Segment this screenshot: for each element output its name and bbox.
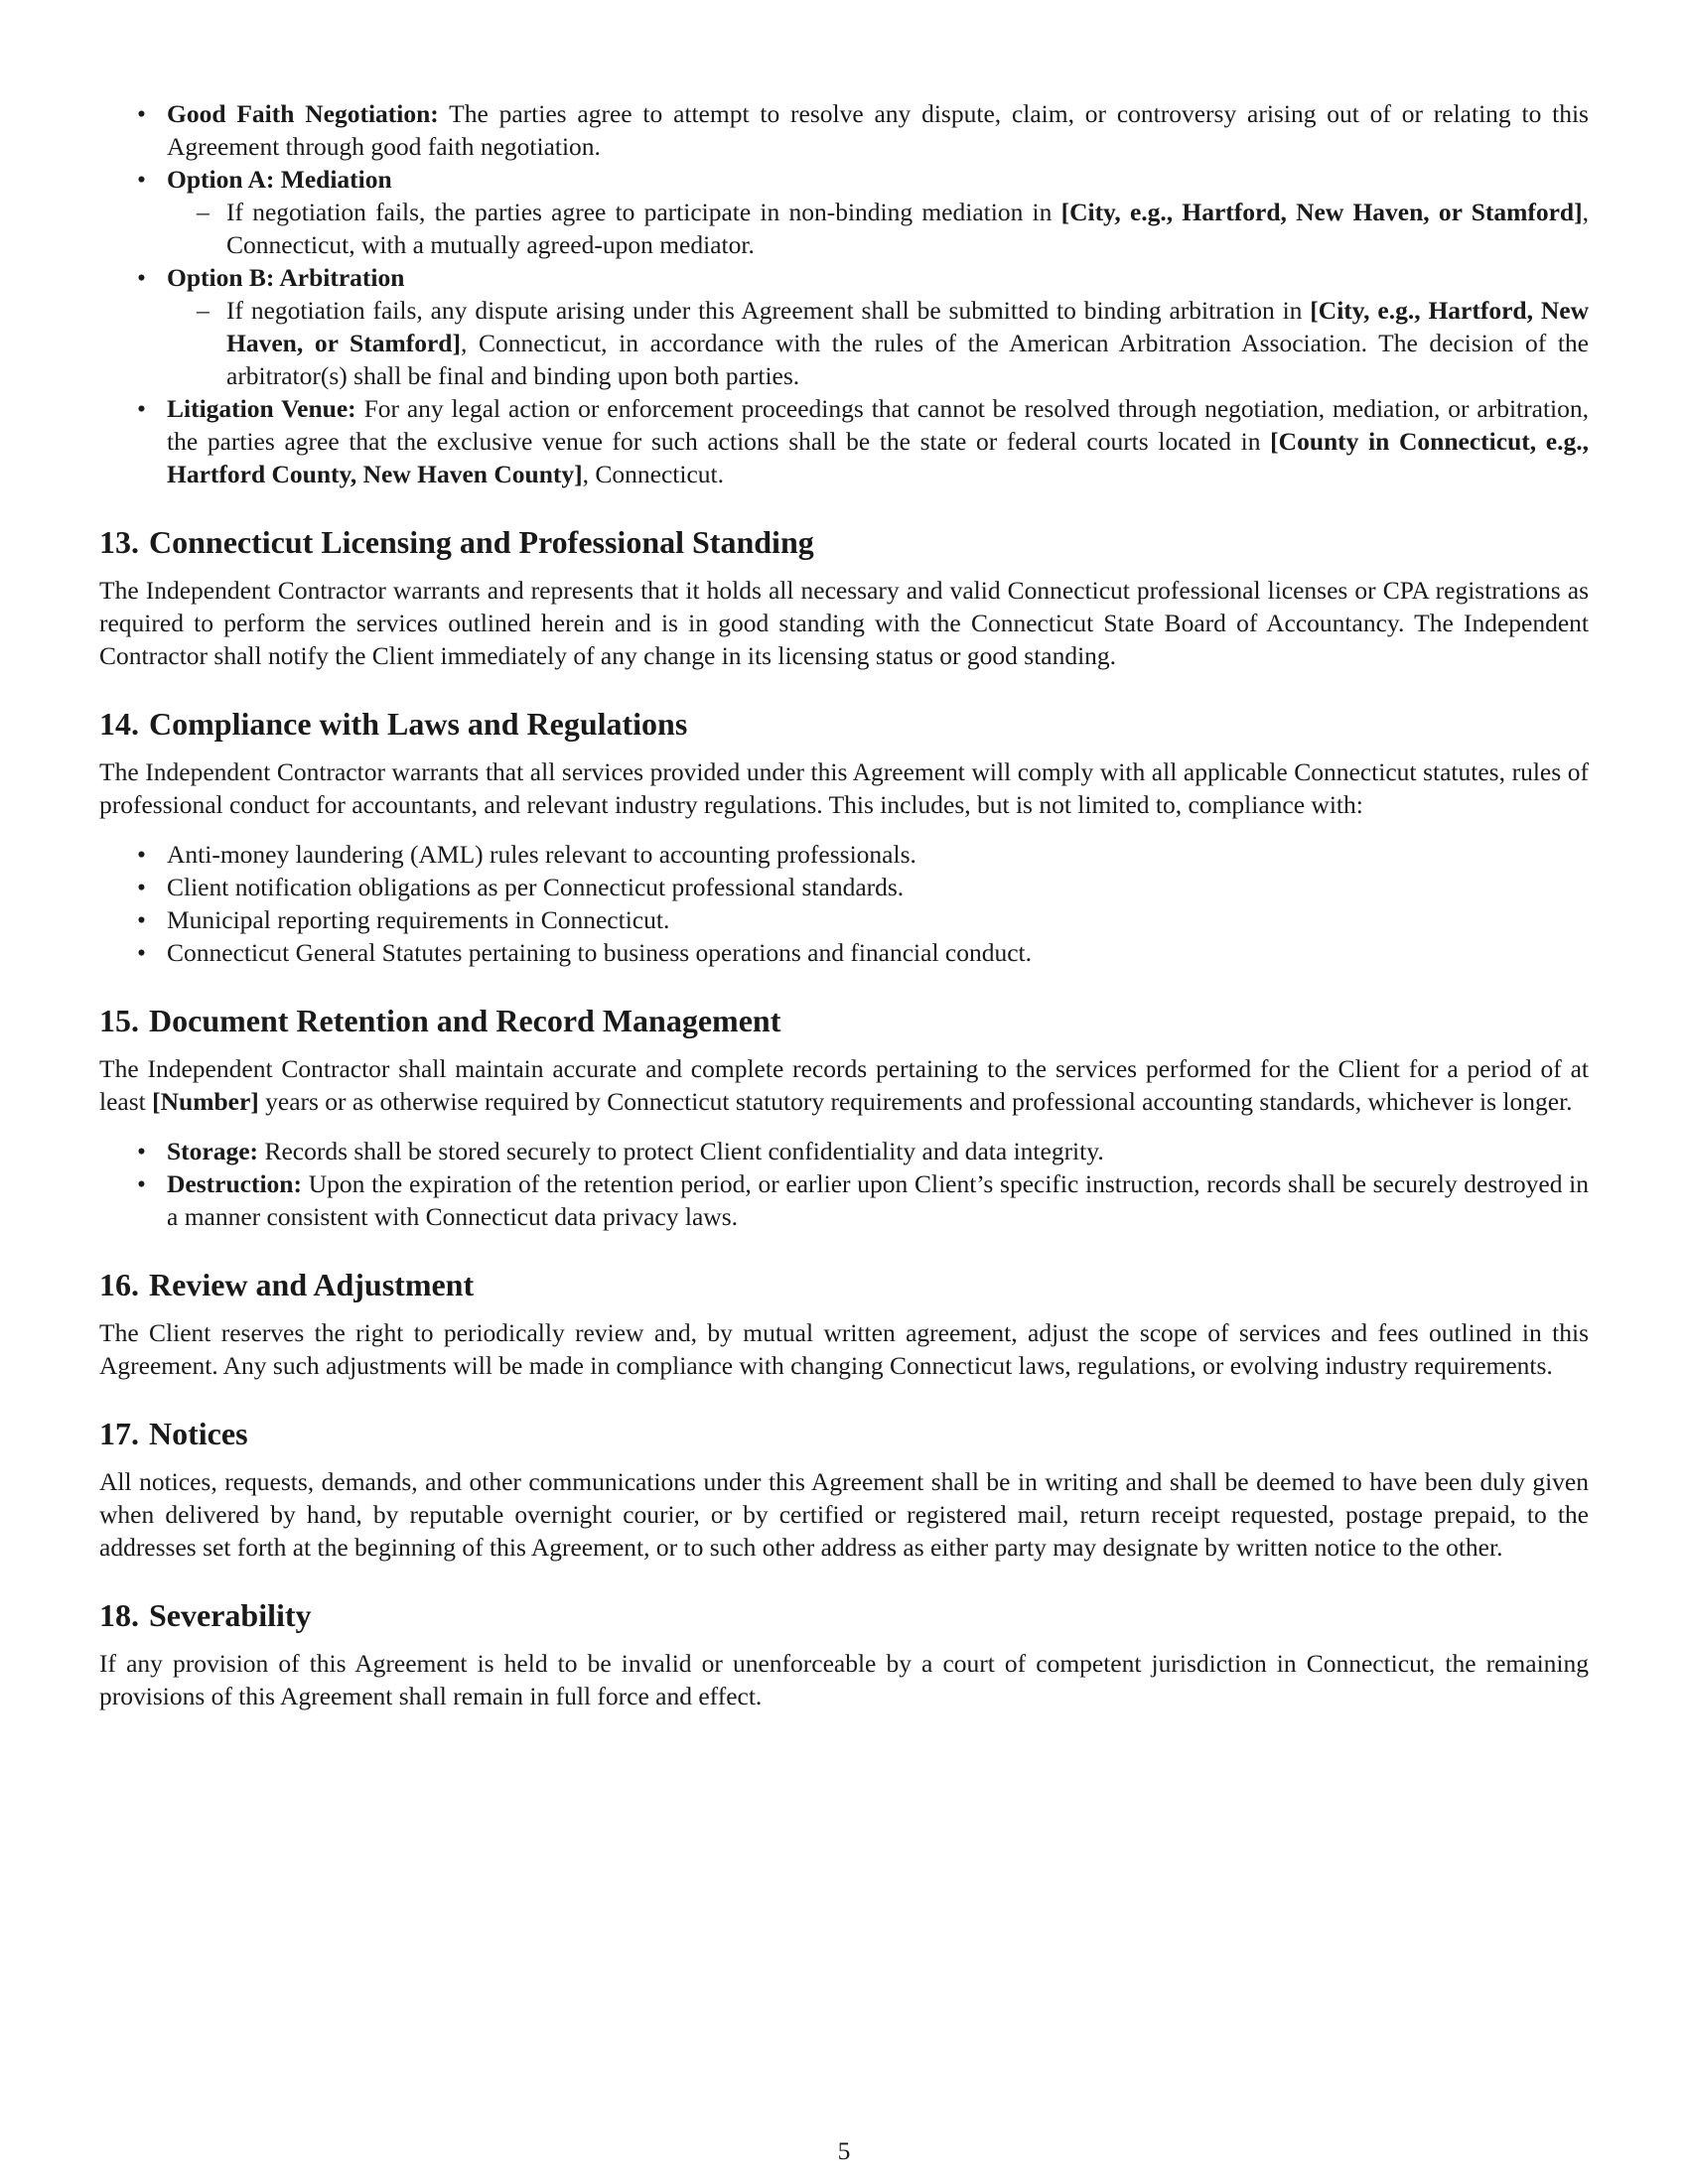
section-18-title: Severability (149, 1597, 312, 1633)
page-content (99, 97, 1589, 1712)
section-13-body: The Independent Contractor warrants and represents that it holds all necessary and valid Connecticut professional licenses or CPA registrations as required to perform the services outlined herein and is in good standing with the Connecticut State Board of Accountancy. The Independent Contractor shall notify the Client immediately of any change in its licensing status or good standing. (99, 576, 1589, 670)
option-b-label: Option B: Arbitration (167, 263, 405, 292)
section-16-title: Review and Adjustment (149, 1267, 475, 1302)
storage-label: Storage: (167, 1137, 259, 1165)
section-13-title: Connecticut Licensing and Professional Standing (149, 524, 814, 560)
option-a-text-2: , Connecticut, with a mutually agreed-upon mediator. (226, 198, 1589, 259)
option-b-text-2: , Connecticut, in accordance with the rules of the American Arbitration Association. The decision of the arbitrator(s) shall be final and binding upon both parties. (226, 329, 1590, 390)
list-item: • Anti-money laundering (AML) rules relevant to accounting professionals. (167, 838, 1589, 871)
page-number: 5 (837, 2136, 851, 2165)
option-b-sublist (167, 294, 1589, 392)
destruction-text: Upon the expiration of the retention period, or earlier upon Client’s specific instruction, records shall be securely destroyed in a manner consistent with Connecticut data privacy laws. (167, 1169, 1589, 1231)
section-18-heading (99, 1595, 1589, 1635)
option-a-text-1: If negotiation fails, the parties agree to participate in non-binding mediation in (226, 198, 1061, 226)
list-item-destruction (167, 1167, 1589, 1233)
section-14-title: Compliance with Laws and Regulations (149, 706, 688, 742)
option-b-detail (226, 294, 1589, 392)
section-14-number: 14. (99, 706, 139, 742)
storage-text: Records shall be stored securely to protect Client confidentiality and data integrity. (264, 1137, 1104, 1165)
retention-list (99, 1135, 1589, 1233)
good-faith-text: The parties agree to attempt to resolve any dispute, claim, or controversy arising out of or relating to this Agreement through good faith negotiation. (167, 99, 1589, 161)
section-16-heading (99, 1265, 1589, 1304)
section-13-number: 13. (99, 524, 139, 560)
compliance-list (99, 838, 1589, 969)
section-14-body: The Independent Contractor warrants that all services provided under this Agreement will comply with all applicable Connecticut statutes, rules of professional conduct for accountants, and relevant industry regulations. This includes, but is not limited to, compliance with: (99, 757, 1589, 819)
option-a-placeholder: [City, e.g., Hartford, New Haven, or Stamford] (1060, 198, 1583, 226)
list-item-option-b (167, 261, 1589, 392)
section-15-body (99, 1052, 1589, 1118)
section-15-body-2: years or as otherwise required by Connecticut statutory requirements and professional accounting standards, whichever is longer. (258, 1087, 1573, 1116)
section-14-heading (99, 704, 1589, 744)
good-faith-label: Good Faith Negotiation: (167, 99, 439, 128)
list-item-storage (167, 1135, 1589, 1167)
section-13-heading (99, 522, 1589, 562)
section-15-body-1: The Independent Contractor shall maintain accurate and complete records pertaining to the services performed for the Client for a period of at least (99, 1054, 1589, 1116)
section-15-number: 15. (99, 1003, 139, 1038)
list-item-litigation-venue (167, 392, 1589, 490)
section-17-number: 17. (99, 1416, 139, 1451)
list-item-option-a (167, 163, 1589, 261)
option-b-placeholder: [City, e.g., Hartford, New Haven, or Stamford] (226, 296, 1589, 357)
section-17-heading (99, 1414, 1589, 1453)
section-15-heading (99, 1001, 1589, 1040)
section-16-number: 16. (99, 1267, 139, 1302)
section-15-title: Document Retention and Record Management (149, 1003, 781, 1038)
litigation-label: Litigation Venue: (167, 394, 356, 423)
section-16-body: The Client reserves the right to periodically review and, by mutual written agreement, adjust the scope of services and fees outlined in this Agreement. Any such adjustments will be made in compliance with changing Connecticut laws, regulations, or evolving industry requirements. (99, 1318, 1589, 1380)
section-18-body: If any provision of this Agreement is held to be invalid or unenforceable by a court of competent jurisdiction in Connecticut, the remaining provisions of this Agreement shall remain in full force and effect. (99, 1649, 1589, 1710)
section-18-number: 18. (99, 1597, 139, 1633)
option-a-sublist (167, 196, 1589, 261)
option-a-detail (226, 196, 1589, 261)
list-item: • Client notification obligations as per Connecticut professional standards. (167, 871, 1589, 903)
option-a-label: Option A: Mediation (167, 165, 392, 194)
section-17-body: All notices, requests, demands, and other communications under this Agreement shall be in writing and shall be deemed to have been duly given when delivered by hand, by reputable overnight courier, or by certified or registered mail, return receipt requested, postage prepaid, to the addresses set forth at the beginning of this Agreement, or to such other address as either party may designate by written notice to the other. (99, 1467, 1589, 1562)
section-15-placeholder: [Number] (152, 1087, 259, 1116)
dispute-resolution-list (99, 97, 1589, 490)
list-item: • Municipal reporting requirements in Connecticut. (167, 903, 1589, 936)
list-item-good-faith (167, 97, 1589, 163)
litigation-text-1: For any legal action or enforcement proceedings that cannot be resolved through negotiation, mediation, or arbitration, the parties agree that the exclusive venue for such actions shall be the state or federal courts located in (167, 394, 1589, 456)
destruction-label: Destruction: (167, 1169, 302, 1198)
option-b-text-1: If negotiation fails, any dispute arising under this Agreement shall be submitted to binding arbitration in (226, 296, 1311, 325)
list-item: • Connecticut General Statutes pertaining to business operations and financial conduct. (167, 936, 1589, 969)
litigation-text-2: , Connecticut. (582, 460, 724, 488)
section-17-title: Notices (149, 1416, 248, 1451)
litigation-placeholder: [County in Connecticut, e.g., Hartford County, New Haven County] (167, 427, 1589, 488)
